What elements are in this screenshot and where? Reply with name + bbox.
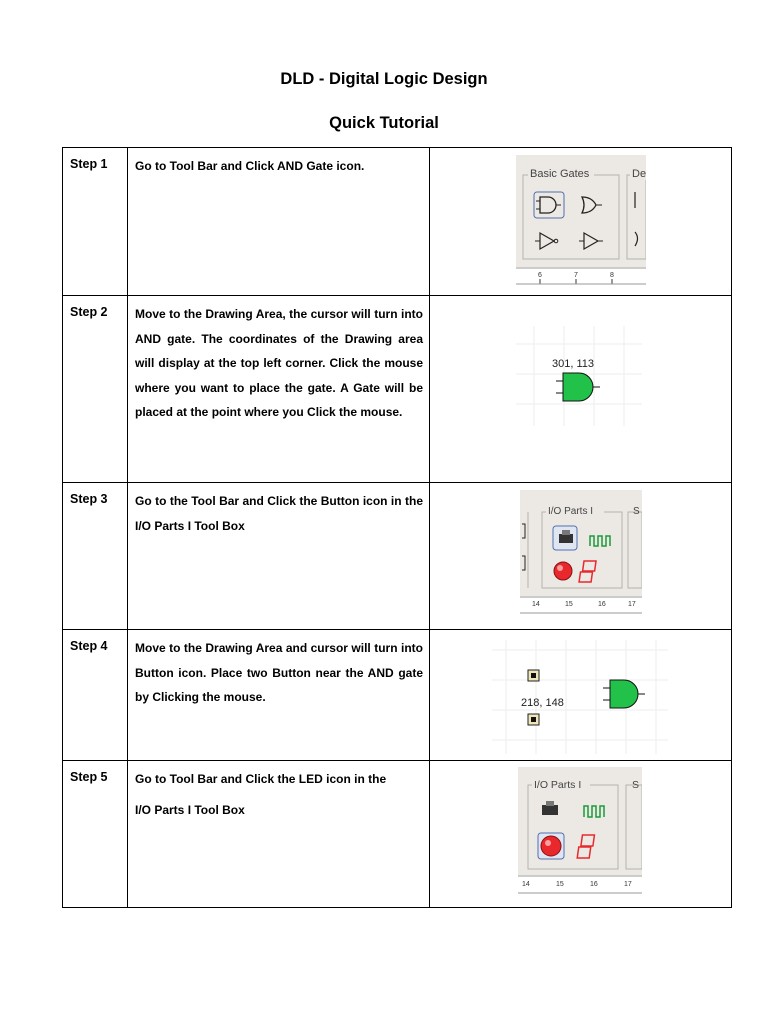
document-title: DLD - Digital Logic Design <box>280 70 488 88</box>
step-label: Step 2 <box>63 296 128 483</box>
step-instruction-line: I/O Parts I Tool Box <box>135 802 245 817</box>
button-component-icon <box>528 714 539 725</box>
ruler-tick: 15 <box>556 881 564 888</box>
and-gate-icon <box>556 373 600 401</box>
step-image-cell <box>430 148 732 296</box>
ruler-tick: 7 <box>574 272 578 279</box>
group-label: Basic Gates <box>530 168 590 180</box>
ruler-tick: 14 <box>532 601 540 608</box>
step-label: Step 5 <box>63 761 128 908</box>
and-gate-icon[interactable] <box>534 192 564 218</box>
step-instruction: Go to the Tool Bar and Click the Button icon in the I/O Parts I Tool Box <box>128 483 430 630</box>
led-icon[interactable] <box>554 562 572 580</box>
step-label: Step 1 <box>63 148 128 296</box>
next-group-label: S <box>632 779 640 791</box>
drawing-area-buttons-screenshot <box>492 640 668 754</box>
ruler-tick: 15 <box>565 601 573 608</box>
toolbar-io-parts-screenshot <box>520 490 642 614</box>
ruler-tick: 17 <box>624 881 632 888</box>
push-button-icon[interactable] <box>553 526 577 550</box>
step-image-cell <box>430 761 732 908</box>
step-instruction: Move to the Drawing Area and cursor will turn into Button icon. Place two Button near the AND gate by Clicking the mouse. <box>128 630 430 761</box>
led-icon[interactable] <box>538 833 564 859</box>
step-row-4 <box>63 630 732 761</box>
group-label: I/O Parts I <box>548 506 594 517</box>
tutorial-steps-table <box>62 147 732 908</box>
step-row-1 <box>63 148 732 296</box>
step-label: Step 4 <box>63 630 128 761</box>
step-image-cell <box>430 296 732 483</box>
step-row-5 <box>63 761 732 908</box>
step-image-cell <box>430 483 732 630</box>
step-instruction: Go to Tool Bar and Click AND Gate icon. <box>128 148 430 296</box>
step-image-cell <box>430 630 732 761</box>
cursor-coordinates: 301, 113 <box>552 358 595 370</box>
and-gate-icon <box>603 680 645 708</box>
ruler-tick: 14 <box>522 881 530 888</box>
next-group-label: S <box>633 506 640 517</box>
ruler-tick: 16 <box>590 881 598 888</box>
ruler-tick: 6 <box>538 272 542 279</box>
button-component-icon <box>528 670 539 681</box>
group-label: I/O Parts I <box>534 779 582 791</box>
step-row-3 <box>63 483 732 630</box>
ruler-tick: 16 <box>598 601 606 608</box>
cursor-coordinates: 218, 148 <box>521 697 564 709</box>
step-instruction: Move to the Drawing Area, the cursor will turn into AND gate. The coordinates of the Drawing area will display at the top left corner. Click the mouse where you want to place the gate. A Gate will be placed at the point where you Click the mouse. <box>128 296 430 483</box>
step-instruction <box>128 761 430 908</box>
drawing-area-and-gate-screenshot <box>516 326 642 426</box>
step-instruction-line: Go to Tool Bar and Click the LED icon in the <box>135 772 387 786</box>
toolbar-basic-gates-screenshot <box>516 155 646 285</box>
document-subtitle: Quick Tutorial <box>329 114 439 132</box>
step-row-2 <box>63 296 732 483</box>
ruler-tick: 17 <box>628 601 636 608</box>
next-group-label: De <box>632 168 646 180</box>
step-label: Step 3 <box>63 483 128 630</box>
ruler-tick: 8 <box>610 272 614 279</box>
toolbar-io-parts-led-screenshot <box>518 767 642 895</box>
